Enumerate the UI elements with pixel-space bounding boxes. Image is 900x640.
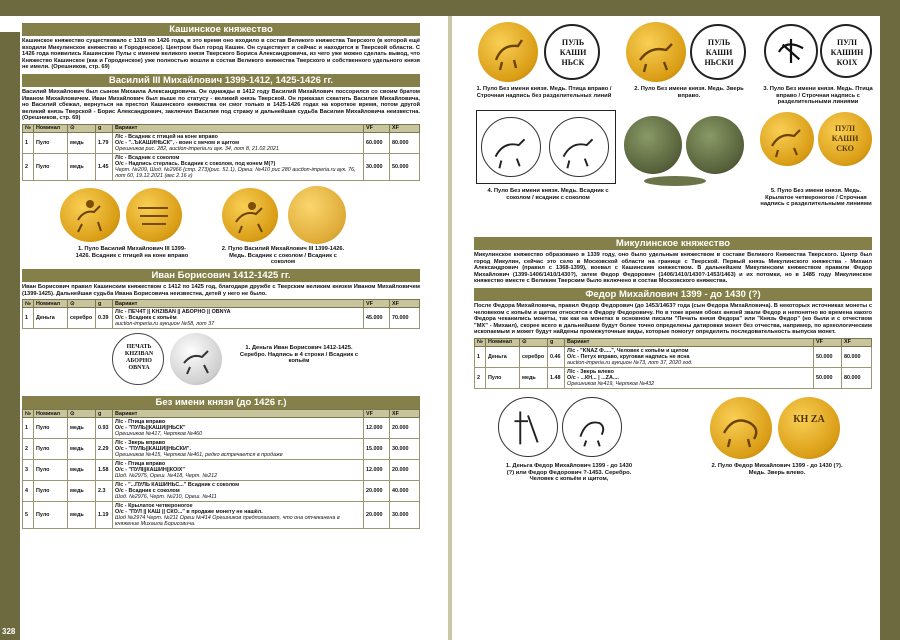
variant-obverse: Л/с - Крылатое четвероногое xyxy=(115,503,193,510)
coin-image xyxy=(288,186,346,244)
cell-weight: 1.58 xyxy=(96,460,113,481)
cell-nominal: Пуло xyxy=(34,439,68,460)
cell-xf: 80.000 xyxy=(842,346,872,367)
cell-xf: 80.000 xyxy=(842,367,872,388)
vasily-table xyxy=(22,124,420,181)
noname-table xyxy=(22,409,420,529)
table-row xyxy=(475,346,872,367)
variant-reverse: О/с - ...КН... | ...ZA.... xyxy=(567,374,619,381)
section-title-fedor: Федор Михайлович 1399 - до 1430 (?) xyxy=(474,288,872,301)
cell-xf: 70.000 xyxy=(390,308,420,329)
table-header xyxy=(475,338,872,346)
vasily-text: Василий Михайлович был сыном Михаила Александровича. Он однажды в 1412 году Василий Михайлович поссорился со своим братом Иваном Михайловичем. Иван Михайлович был выше по статусу - великий князь Тверской. Он приказал схватить Василия Михайловича, но Василий сбежал, вернуться на престол Кашинского княжества он смог только в 1425-1426 годах на короткое время, потом другой великий князь Тверской - Борис Александрович, заключил Василия под стражу и дальнейшая судьба Василия Михайловича неизвестна. (Орешников, стр. 69) xyxy=(22,88,420,122)
cell-nominal: Пуло xyxy=(486,367,520,388)
cell-xf: 30.000 xyxy=(390,439,420,460)
cell-weight: 1.45 xyxy=(96,153,113,180)
coin-image xyxy=(478,22,538,82)
cell-variant xyxy=(113,502,364,529)
cell-weight: 0.39 xyxy=(96,308,113,329)
coin-caption-5: 5. Пуло Без имени князя. Медь. Крылатое четвероногое / Строчная надпись с разделительными линиями xyxy=(760,188,872,208)
cell-vf: 50.000 xyxy=(814,346,842,367)
left-page xyxy=(0,16,448,640)
cell-metal: медь xyxy=(68,153,96,180)
table-row xyxy=(23,502,420,529)
cell-nominal: Пуло xyxy=(34,460,68,481)
fedor-text: После Федора Михайловича, правил Федор Федорович (до 1453/1463? года (сын Федора Михайловича). В некоторых источниках монеты с человеком с копьём и щитом относятся к Федору Федоровичу. Но в тоже время обоих князей звали Федор и непонятно во времена какого Федора чеканились монеты, так как на монетах в основном писали "Печать князя Федора" или "Князь Федор" (но были и с отчеством "МХ" - Михаил), скорее всего в дальнейшем будут более точно определены датировки монет без отчества, например, по археологическим ископаемым и может будут найдены промежуточные виды, которые помогут определить последовательность выпуска монет. xyxy=(474,302,872,336)
variant-refs: auction-imperia.ru аукцион №58, лот 37 xyxy=(115,321,215,328)
cell-no: 1 xyxy=(475,346,486,367)
table-row xyxy=(475,367,872,388)
cell-no: 2 xyxy=(23,153,34,180)
variant-reverse: О/с - "ПУЛ || КАШ || СКО..." в продаже монету не нашёл. xyxy=(115,509,263,516)
variant-refs: Черт. №209, Шод. №2966 (стр. 273)(рис. 51.1), Ореш. №410 рис 280 auction-imperia.ru аук. 76, лот 60, 19.12.2021 (вес 2.16 г) xyxy=(115,166,356,179)
variant-obverse: Л/с - "KNAZ Ф.....", Человек с копьём и щитом xyxy=(567,347,689,354)
cell-nominal: Пуло xyxy=(34,418,68,439)
variant-reverse: О/с - Петух вправо, круговая надпись не ясна xyxy=(567,353,690,360)
cell-no: 1 xyxy=(23,132,34,153)
cell-metal: медь xyxy=(68,418,96,439)
coin-drawing-text: ПУЛЬ КАШИ НЬСКИ xyxy=(704,38,734,67)
col-xf: XF xyxy=(390,410,420,418)
col-nominal: Номинал xyxy=(486,338,520,346)
cell-vf: 12.000 xyxy=(364,418,390,439)
cell-no: 5 xyxy=(23,502,34,529)
left-page-content xyxy=(22,20,420,529)
col-xf: XF xyxy=(842,338,872,346)
col-vf: VF xyxy=(814,338,842,346)
coin-caption-2: 2. Пуло Федор Михайлович 1399 - до 1430 (?). Медь. Зверь влево. xyxy=(711,462,843,476)
coin-caption-4: 4. Пуло Без имени князя. Медь. Всадник с соколом / всадник с соколом xyxy=(487,188,609,201)
col-nominal: Номинал xyxy=(34,300,68,308)
coin-drawing-text: КН ZA xyxy=(793,413,825,425)
coin-drawing-text: ПЕЧАТЬ KHZIBAN АБОРНО OBNYA xyxy=(124,344,154,372)
cell-xf: 20.000 xyxy=(390,418,420,439)
cell-nominal: Деньга xyxy=(486,346,520,367)
variant-obverse: Л/с - Зверь влево xyxy=(567,368,614,375)
coin-image xyxy=(686,116,744,174)
coin-drawing xyxy=(112,333,164,385)
cell-xf: 30.000 xyxy=(390,502,420,529)
coin-drawing-text: ПУЛЬ КАШИ НЬСК xyxy=(559,38,587,67)
cell-xf: 40.000 xyxy=(390,481,420,502)
coin-caption-1: 1. Деньга Федор Михайлович 1399 - до 1430 (?) или Федор Федорович ?-1453. Серебро. Человек с копьём и щитом, xyxy=(505,462,633,483)
coin-drawing xyxy=(544,24,600,80)
cell-nominal: Пуло xyxy=(34,132,68,153)
col-weight: g xyxy=(96,410,113,418)
table-row xyxy=(23,460,420,481)
variant-obverse: Л/с - Всадник с соколом xyxy=(115,154,180,161)
coin-caption-2: 2. Пуло Без имени князя. Медь. Зверь вправо. xyxy=(634,86,744,99)
cell-metal: серебро xyxy=(68,308,96,329)
col-vf: VF xyxy=(364,410,390,418)
cell-vf: 20.000 xyxy=(364,502,390,529)
variant-refs: Шод №2974 Черт. №211 Ореш №414 Орешников предполагает, что она отчеканена в княжение Михаила Борисовича. xyxy=(115,515,340,528)
cell-weight: 1.48 xyxy=(548,367,565,388)
col-metal: ⊙ xyxy=(68,410,96,418)
col-weight: g xyxy=(548,338,565,346)
variant-obverse: Л/с - Зверь вправо xyxy=(115,440,166,447)
cell-weight: 1.19 xyxy=(96,502,113,529)
right-page-content xyxy=(474,20,872,505)
vasily-coin-images xyxy=(22,184,420,266)
col-weight: g xyxy=(96,124,113,132)
variant-reverse: О/с - "ПУЛЬ||КАШИ||НЬСК" xyxy=(115,425,186,432)
section-title-mikulin: Микулинское княжество xyxy=(474,237,872,250)
coin-caption-2: 2. Пуло Василий Михайлович III 1399-1426. Медь. Всадник с соколом / Всадник с соколом xyxy=(221,245,345,266)
ivan-text: Иван Борисович правил Кашинским княжеством с 1412 по 1425 год, благодаря дружбе с Тверским великим князем Иваном Михайловичем (1399-1425). Дальнейшая судьба Ивана Борисовича неизвестна, детей у него не было. xyxy=(22,283,420,297)
right-page xyxy=(452,16,900,640)
section-title-ivan: Иван Борисович 1412-1425 гг. xyxy=(22,269,420,282)
col-weight: g xyxy=(96,300,113,308)
cell-no: 1 xyxy=(23,308,34,329)
coin-drawing xyxy=(764,24,818,78)
table-header xyxy=(23,410,420,418)
variant-obverse: Л/с - "...ПУЛЬ КАШИНЬС..." Всадник с соколом xyxy=(115,482,240,489)
coin-drawing-text: ПУЛІ КАШИ СКО xyxy=(831,124,859,153)
cell-metal: серебро xyxy=(520,346,548,367)
variant-refs: Шод. №2975, Ореш. №418, Черт. №212 xyxy=(115,473,218,480)
coin-image xyxy=(126,188,182,242)
coin-drawing-panel xyxy=(476,110,616,184)
page-number-left: 328 xyxy=(2,627,16,636)
coin-image xyxy=(222,188,278,242)
coin-image xyxy=(778,397,840,459)
cell-variant xyxy=(113,481,364,502)
cell-xf: 20.000 xyxy=(390,460,420,481)
col-metal: ⊙ xyxy=(68,124,96,132)
cell-xf: 80.000 xyxy=(390,132,420,153)
ivan-table xyxy=(22,299,420,329)
col-vf: VF xyxy=(364,124,390,132)
cell-metal: медь xyxy=(68,439,96,460)
table-header xyxy=(23,300,420,308)
coin-image xyxy=(60,188,120,242)
kashin-text: Кашинское княжество существовало с 1319 по 1426 года, в это время оно входило в состав Великого княжества Тверского (в которой ещё входили Микулинское княжество и Городенское). Центром был город Кашин. Он существует и сейчас и находится в Тверской области. С 1426 года появились Кашинские Пулы с именем великого князя Тверского Бориса Александровича, из чего уже можно сделать вывод, что Княжество Кашинское (как и Городенское) уже полностью вошли в состав Великого княжества Тверского и собственного удельного князя не имели. (Орешников, стр. 69) xyxy=(22,38,420,71)
coin-caption: 1. Деньга Иван Борисович 1412-1425. Серебро. Надпись в 4 строки / Всадник с копьём xyxy=(239,345,359,365)
col-variant: Вариант xyxy=(113,300,364,308)
variant-reverse: О/с - Всадник с соколом xyxy=(115,488,180,495)
col-variant: Вариант xyxy=(113,124,364,132)
col-variant: Вариант xyxy=(565,338,814,346)
section-title-vasily: Василий III Михайлович 1399-1412, 1425-1426 гг. xyxy=(22,74,420,87)
cell-vf: 50.000 xyxy=(814,367,842,388)
table-row xyxy=(23,481,420,502)
variant-obverse: Л/с - Всадник с птицей на коне вправо xyxy=(115,133,218,140)
coin-drawing xyxy=(690,24,746,80)
cell-no: 4 xyxy=(23,481,34,502)
fedor-table xyxy=(474,338,872,389)
cell-metal: медь xyxy=(68,502,96,529)
variant-refs: Орешников №417, Чертков №460 xyxy=(115,431,203,438)
coin-drawing xyxy=(820,24,872,78)
page-number-right: 329 xyxy=(862,627,876,636)
col-metal: ⊙ xyxy=(520,338,548,346)
cell-weight: 0.93 xyxy=(96,418,113,439)
coin-caption-1: 1. Пуло Без имени князя. Медь. Птица вправо / Строчная надпись без разделительных линий xyxy=(476,86,612,99)
cell-variant xyxy=(113,439,364,460)
section-title-kashin: Кашинское княжество xyxy=(22,23,420,36)
col-no: № xyxy=(23,124,34,132)
cell-vf: 45.000 xyxy=(364,308,390,329)
variant-refs: Орешников рис. 282, auction-imperia.ru аук. 34, лот 8, 21.02.2021 xyxy=(115,145,279,152)
cell-vf: 20.000 xyxy=(364,481,390,502)
variant-obverse: Л/с - ПЕЧ4Т || KHZIBAN || АБОРНО || OBNYA xyxy=(115,309,231,316)
cell-weight: 0.46 xyxy=(548,346,565,367)
variant-obverse: Л/с - Птица вправо xyxy=(115,461,166,468)
variant-reverse: О/с - "ПУЛІ||КАШИН||КОІХ" xyxy=(115,467,185,474)
col-nominal: Номинал xyxy=(34,124,68,132)
coin-drawing xyxy=(498,397,558,457)
cell-vf: 60.000 xyxy=(364,132,390,153)
variant-obverse: Л/с - Птица вправо xyxy=(115,419,166,426)
cell-weight: 2.29 xyxy=(96,439,113,460)
col-variant: Вариант xyxy=(113,410,364,418)
cell-metal: медь xyxy=(68,460,96,481)
cell-vf: 12.000 xyxy=(364,460,390,481)
table-row xyxy=(23,132,420,153)
noname-coin-gallery xyxy=(474,20,872,234)
cell-variant xyxy=(113,460,364,481)
coin-drawing-text: ПУЛІ КАШИН КОІХ xyxy=(830,38,864,67)
left-margin-strip xyxy=(0,32,20,640)
cell-xf: 50.000 xyxy=(390,153,420,180)
coin-image xyxy=(818,112,872,166)
coin-caption-3: 3. Пуло Без имени князя. Медь. Птица вправо / Строчная надпись с разделительными линиями xyxy=(763,86,873,106)
table-row xyxy=(23,153,420,180)
cell-variant xyxy=(113,132,364,153)
variant-refs: auction-imperia.ru аукцион №73, лот 37, 2020 год. xyxy=(567,359,693,366)
cell-metal: медь xyxy=(68,481,96,502)
coin-image xyxy=(626,22,686,82)
cell-nominal: Пуло xyxy=(34,502,68,529)
variant-reverse: О/с - Всадник с копьём xyxy=(115,315,177,322)
cell-no: 2 xyxy=(475,367,486,388)
fedor-coin-images xyxy=(474,393,872,505)
coin-image xyxy=(760,112,814,166)
coin-edge-image xyxy=(644,176,706,186)
coin-image xyxy=(624,116,682,174)
variant-refs: Орешников №419, Чертков №432 xyxy=(567,380,655,387)
col-no: № xyxy=(475,338,486,346)
col-nominal: Номинал xyxy=(34,410,68,418)
col-xf: XF xyxy=(390,300,420,308)
col-vf: VF xyxy=(364,300,390,308)
table-header xyxy=(23,124,420,132)
cell-variant xyxy=(113,308,364,329)
cell-nominal: Деньга xyxy=(34,308,68,329)
table-row xyxy=(23,439,420,460)
right-margin-strip xyxy=(880,16,900,640)
cell-weight: 1.79 xyxy=(96,132,113,153)
variant-reverse: О/с - "..ЪКАШИНЬСК", - воин с мечом и щитом xyxy=(115,139,240,146)
col-no: № xyxy=(23,410,34,418)
ivan-coin-images xyxy=(22,331,420,393)
cell-no: 2 xyxy=(23,439,34,460)
mikulin-text: Микулинское княжество образовано в 1339 году, оно было удельным княжеством в составе Великого Княжества Тверского. Центр был город Микулин, сейчас это село в Московской области на границе с Тверской. Первый князь Микулинского княжества - Михаил Александрович (правил с 1368-1399), воевал с Кашинским княжеством. В дальнейшем Микулинским княжеством правили Федор Михайлович (1399-1406/1410/1430?), затем Федор Федорович (1406/1410/1430?-1453/1463) и их потомки, но в 1485 году Микулинское княжество вместе с Великим Тверским было включено в состав Московского княжества. xyxy=(474,252,872,285)
cell-vf: 15.000 xyxy=(364,439,390,460)
col-no: № xyxy=(23,300,34,308)
section-title-noname: Без имени князя (до 1426 г.) xyxy=(22,396,420,409)
table-row xyxy=(23,418,420,439)
cell-weight: 2.3 xyxy=(96,481,113,502)
coin-drawing xyxy=(481,117,541,177)
cell-metal: медь xyxy=(68,132,96,153)
cell-nominal: Пуло xyxy=(34,153,68,180)
variant-refs: Шод. №2976, Черт. №210, Ореш. №411 xyxy=(115,494,217,501)
variant-reverse: О/с - "ПУЛЬ||КАШИ||НЬСКИ". xyxy=(115,446,191,453)
cell-no: 1 xyxy=(23,418,34,439)
cell-vf: 30.000 xyxy=(364,153,390,180)
coin-image xyxy=(170,333,222,385)
cell-variant xyxy=(113,418,364,439)
cell-metal: медь xyxy=(520,367,548,388)
col-metal: ⊙ xyxy=(68,300,96,308)
table-row xyxy=(23,308,420,329)
cell-variant xyxy=(113,153,364,180)
variant-refs: Орешников №415, Чертков №461, редко встречается в продаже xyxy=(115,452,283,459)
coin-caption-1: 1. Пуло Василий Михайлович III 1399-1426. Всадник с птицей на коне вправо xyxy=(75,245,189,259)
cell-variant xyxy=(565,367,814,388)
cell-variant xyxy=(565,346,814,367)
coin-drawing xyxy=(549,117,609,177)
coin-drawing xyxy=(562,397,622,457)
variant-reverse: О/с - Надпись стерлась. Всадник с соколом, под конем М(?) xyxy=(115,160,276,167)
coin-image xyxy=(710,397,772,459)
cell-nominal: Пуло xyxy=(34,481,68,502)
col-xf: XF xyxy=(390,124,420,132)
top-frame xyxy=(0,0,900,16)
cell-no: 3 xyxy=(23,460,34,481)
